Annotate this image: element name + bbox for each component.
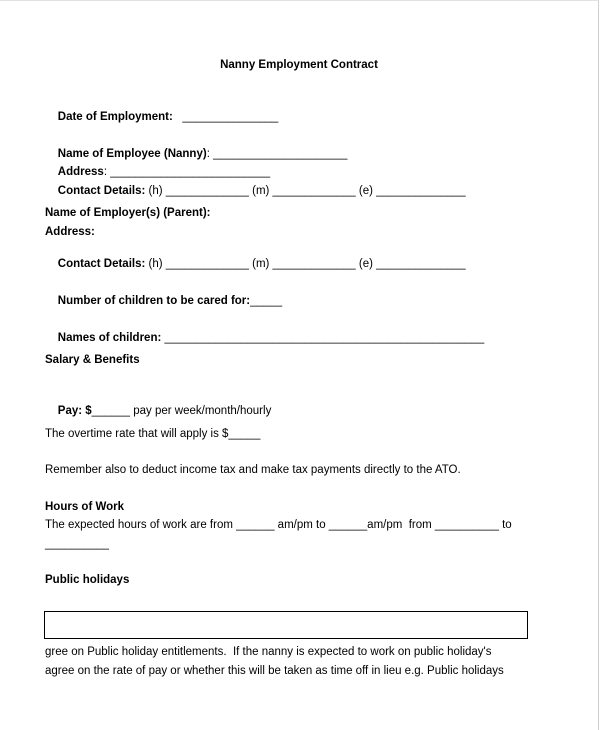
- hours-line-1[interactable]: The expected hours of work are from ______ am/pm to ______am/pm from __________ to: [45, 519, 512, 531]
- employer-name-label: Name of Employer(s) (Parent):: [45, 207, 211, 219]
- hours-heading: Hours of Work: [45, 501, 125, 513]
- pay-row: [45, 390, 271, 432]
- employee-contact-blanks[interactable]: (h) _____________ (m) _____________ (e) ______________: [145, 185, 466, 197]
- children-count-row: [45, 280, 282, 322]
- employer-contact-label: Contact Details:: [57, 258, 146, 270]
- pay-blank[interactable]: ______ pay per week/month/hourly: [91, 405, 272, 417]
- date-of-employment-label: Date of Employment:: [57, 111, 173, 123]
- employee-address-blank[interactable]: : _________________________: [103, 166, 271, 178]
- public-holidays-input-box[interactable]: [44, 611, 528, 639]
- children-count-label: Number of children to be cared for:: [57, 295, 251, 307]
- overtime-rate-row[interactable]: The overtime rate that will apply is $_____: [45, 428, 261, 440]
- date-of-employment-row: [45, 96, 278, 138]
- children-names-blank[interactable]: __________________________________________________: [161, 332, 485, 344]
- pay-label: Pay: $: [57, 405, 92, 417]
- employer-contact-row: [45, 243, 466, 285]
- employer-contact-blanks[interactable]: (h) _____________ (m) _____________ (e) ______________: [145, 258, 466, 270]
- employer-address-label: Address:: [45, 226, 95, 238]
- public-holidays-text-1: gree on Public holiday entitlements. If the nanny is expected to work on public holiday's: [45, 646, 492, 658]
- children-count-blank[interactable]: _____: [250, 295, 283, 307]
- employee-address-label: Address: [57, 166, 104, 178]
- date-of-employment-blank[interactable]: _______________: [172, 111, 279, 123]
- employee-contact-label: Contact Details:: [57, 185, 146, 197]
- public-holidays-text-2: agree on the rate of pay or whether this will be taken as time off in lieu e.g. Public holidays: [45, 665, 504, 677]
- hours-line-2[interactable]: __________: [45, 538, 109, 550]
- children-names-label: Names of children:: [57, 332, 162, 344]
- document-title: Nanny Employment Contract: [220, 59, 378, 71]
- salary-heading: Salary & Benefits: [45, 354, 140, 366]
- employee-name-blank[interactable]: : _____________________: [206, 148, 348, 160]
- employee-name-label: Name of Employee (Nanny): [57, 148, 207, 160]
- tax-note: Remember also to deduct income tax and make tax payments directly to the ATO.: [45, 464, 461, 476]
- public-holidays-heading: Public holidays: [45, 574, 130, 586]
